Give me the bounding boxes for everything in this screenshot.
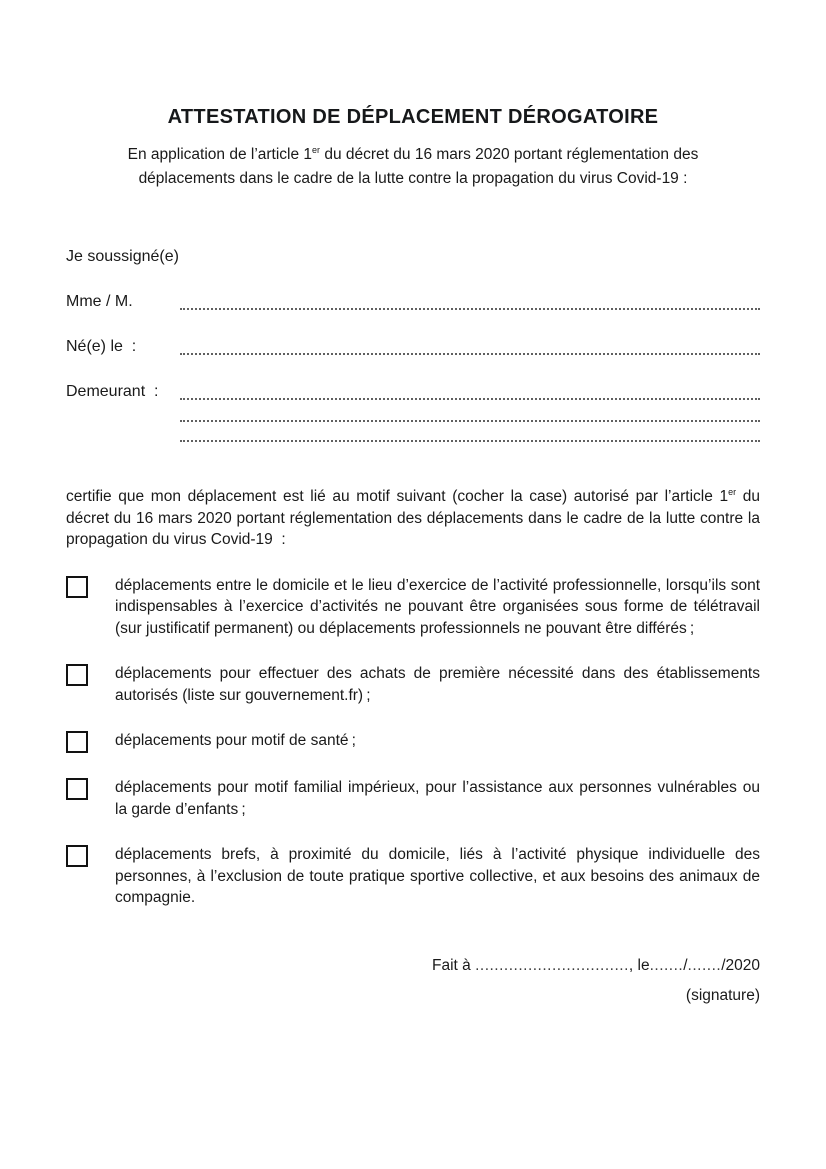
day-field[interactable]: ....... xyxy=(649,956,684,974)
family-reason-text: déplacements pour motif familial impérieux, pour l’assistance aux personnes vulnérables ou la garde d’enfants ; xyxy=(115,779,760,818)
health-checkbox[interactable] xyxy=(66,731,88,753)
name-field-label: Mme / M. xyxy=(66,293,133,310)
exercise-reason-text: déplacements brefs, à proximité du domicile, liés à l’activité physique individuelle des personnes, à l’exclusion de toute pratique sportive collective, et aux besoins des animaux de compagnie. xyxy=(115,846,760,906)
field-row-name xyxy=(66,290,760,312)
subtitle-text-continued: du décret du 16 mars 2020 portant réglementation des déplacements dans le cadre de la lutte contre la propagation du virus Covid-19 : xyxy=(138,146,699,187)
month-field[interactable]: ....... xyxy=(687,956,722,974)
reason-item-shopping xyxy=(66,663,760,706)
shopping-checkbox[interactable] xyxy=(66,664,88,686)
year-label: /2020 xyxy=(721,956,760,974)
subtitle-superscript: er xyxy=(312,144,321,155)
place-field[interactable]: ................................ xyxy=(475,956,629,974)
identity-section xyxy=(66,247,760,442)
birthdate-field-label: Né(e) le : xyxy=(66,338,137,355)
subtitle-text: En application de l’article 1 xyxy=(127,146,313,163)
reason-item-exercise xyxy=(66,844,760,909)
address-fill-line-1[interactable] xyxy=(180,380,760,400)
field-row-address xyxy=(66,380,760,402)
field-row-birthdate xyxy=(66,335,760,357)
date-slash: / xyxy=(683,956,688,974)
name-fill-line[interactable] xyxy=(180,290,760,310)
certification-paragraph xyxy=(66,486,760,551)
address-fill-line-2[interactable] xyxy=(180,402,760,422)
fait-a-label: Fait à xyxy=(432,956,476,974)
intro-label: Je soussigné(e) xyxy=(66,248,179,265)
reason-item-health xyxy=(66,730,760,753)
birthdate-fill-line[interactable] xyxy=(180,335,760,355)
le-label: , le xyxy=(628,956,650,974)
work-checkbox[interactable] xyxy=(66,576,88,598)
certification-text: certifie que mon déplacement est lié au motif suivant (cocher la case) autorisé par l’article 1 xyxy=(66,488,729,505)
shopping-reason-text: déplacements pour effectuer des achats de première nécessité dans des établissements autorisés (liste sur gouvernement.fr) ; xyxy=(115,665,760,704)
date-place-line xyxy=(66,955,760,977)
reasons-list xyxy=(66,575,760,909)
work-reason-text: déplacements entre le domicile et le lieu d’exercice de l’activité professionnelle, lorsqu’ils sont indispensables à l’exercice d’activités ne pouvant être organisées sous forme de télétravail (sur justificatif permanent) ou déplacements professionnels ne pouvant être différés ; xyxy=(115,576,760,637)
signature-label: (signature) xyxy=(685,986,760,1004)
health-reason-text: déplacements pour motif de santé ; xyxy=(115,732,356,749)
address-field-label: Demeurant : xyxy=(66,383,159,400)
subtitle xyxy=(87,143,739,191)
page-title: ATTESTATION DE DÉPLACEMENT DÉROGATOIRE xyxy=(167,106,659,128)
reason-item-family xyxy=(66,777,760,820)
reason-item-work xyxy=(66,575,760,640)
address-fill-line-3[interactable] xyxy=(180,422,760,442)
certification-superscript: er xyxy=(728,486,737,497)
footer-section xyxy=(66,955,760,1007)
certification-text-continued: du décret du 16 mars 2020 portant réglementation des déplacements dans le cadre de la lutte contre la propagation du virus Covid-19 : xyxy=(66,488,760,548)
family-checkbox[interactable] xyxy=(66,778,88,800)
exercise-checkbox[interactable] xyxy=(66,845,88,867)
